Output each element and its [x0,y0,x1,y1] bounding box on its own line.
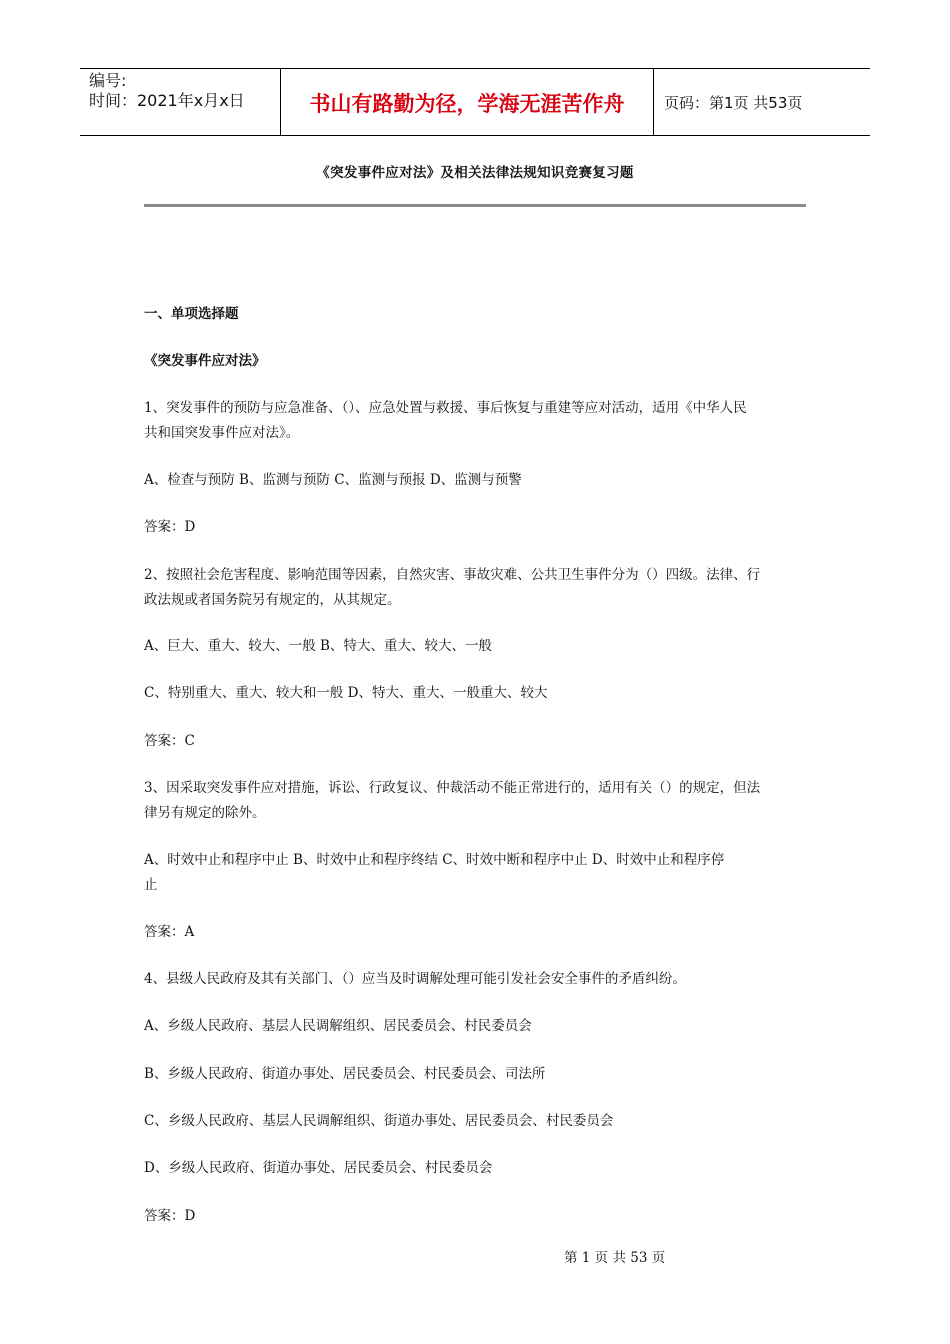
question-options-line: A、检查与预防 B、监测与预防 C、监测与预报 D、监测与预警 [144,472,522,488]
title-divider [144,204,806,207]
question-stem-line: 1、突发事件的预防与应急准备、（）、应急处置与救援、事后恢复与重建等应对活动，适用《中华人民 [144,400,747,416]
section-heading: 一、单项选择题 [144,306,239,322]
header-motto: 书山有路勤为径，学海无涯苦作舟 [281,69,654,135]
header-page-info: 页码：第1页 共53页 [664,93,803,112]
question-stem-line: 2、按照社会危害程度、影响范围等因素，自然灾害、事故灾难、公共卫生事件分为（）四级。法律、行 [144,567,761,583]
question-options-line: B、乡级人民政府、街道办事处、居民委员会、村民委员会、司法所 [144,1066,546,1082]
question-options-line: A、巨大、重大、较大、一般 B、特大、重大、较大、一般 [144,638,492,654]
time-label: 时间：2021年x月x日 [89,91,245,110]
page-header [80,68,870,136]
question-answer: 答案：C [144,733,195,749]
question-answer: 答案：D [144,519,196,535]
header-meta [80,69,281,135]
question-options-line: D、乡级人民政府、街道办事处、居民委员会、村民委员会 [144,1160,493,1176]
question-stem-line: 4、县级人民政府及其有关部门、（）应当及时调解处理可能引发社会安全事件的矛盾纠纷。 [144,971,686,987]
question-options-line: C、乡级人民政府、基层人民调解组织、街道办事处、居民委员会、村民委员会 [144,1113,614,1129]
page-footer: 第 1 页 共 53 页 [564,1250,666,1266]
question-stem-line: 政法规或者国务院另有规定的，从其规定。 [144,592,401,608]
subsection-heading: 《突发事件应对法》 [144,353,266,369]
question-answer: 答案：D [144,1208,196,1224]
question-stem-line: 律另有规定的除外。 [144,805,266,821]
question-stem-line: 3、因采取突发事件应对措施，诉讼、行政复议、仲裁活动不能正常进行的，适用有关（）的规定，但法 [144,780,761,796]
question-stem-line: 共和国突发事件应对法》。 [144,425,300,441]
number-label: 编号: [89,71,127,90]
question-options-line: A、乡级人民政府、基层人民调解组织、居民委员会、村民委员会 [144,1018,532,1034]
question-options-line: 止 [144,877,158,893]
question-answer: 答案：A [144,924,195,940]
question-options-line: C、特别重大、重大、较大和一般 D、特大、重大、一般重大、较大 [144,685,548,701]
question-options-line: A、时效中止和程序中止 B、时效中止和程序终结 C、时效中断和程序中止 D、时效中止和程序停 [144,852,725,868]
document-title: 《突发事件应对法》及相关法律法规知识竞赛复习题 [316,165,634,181]
